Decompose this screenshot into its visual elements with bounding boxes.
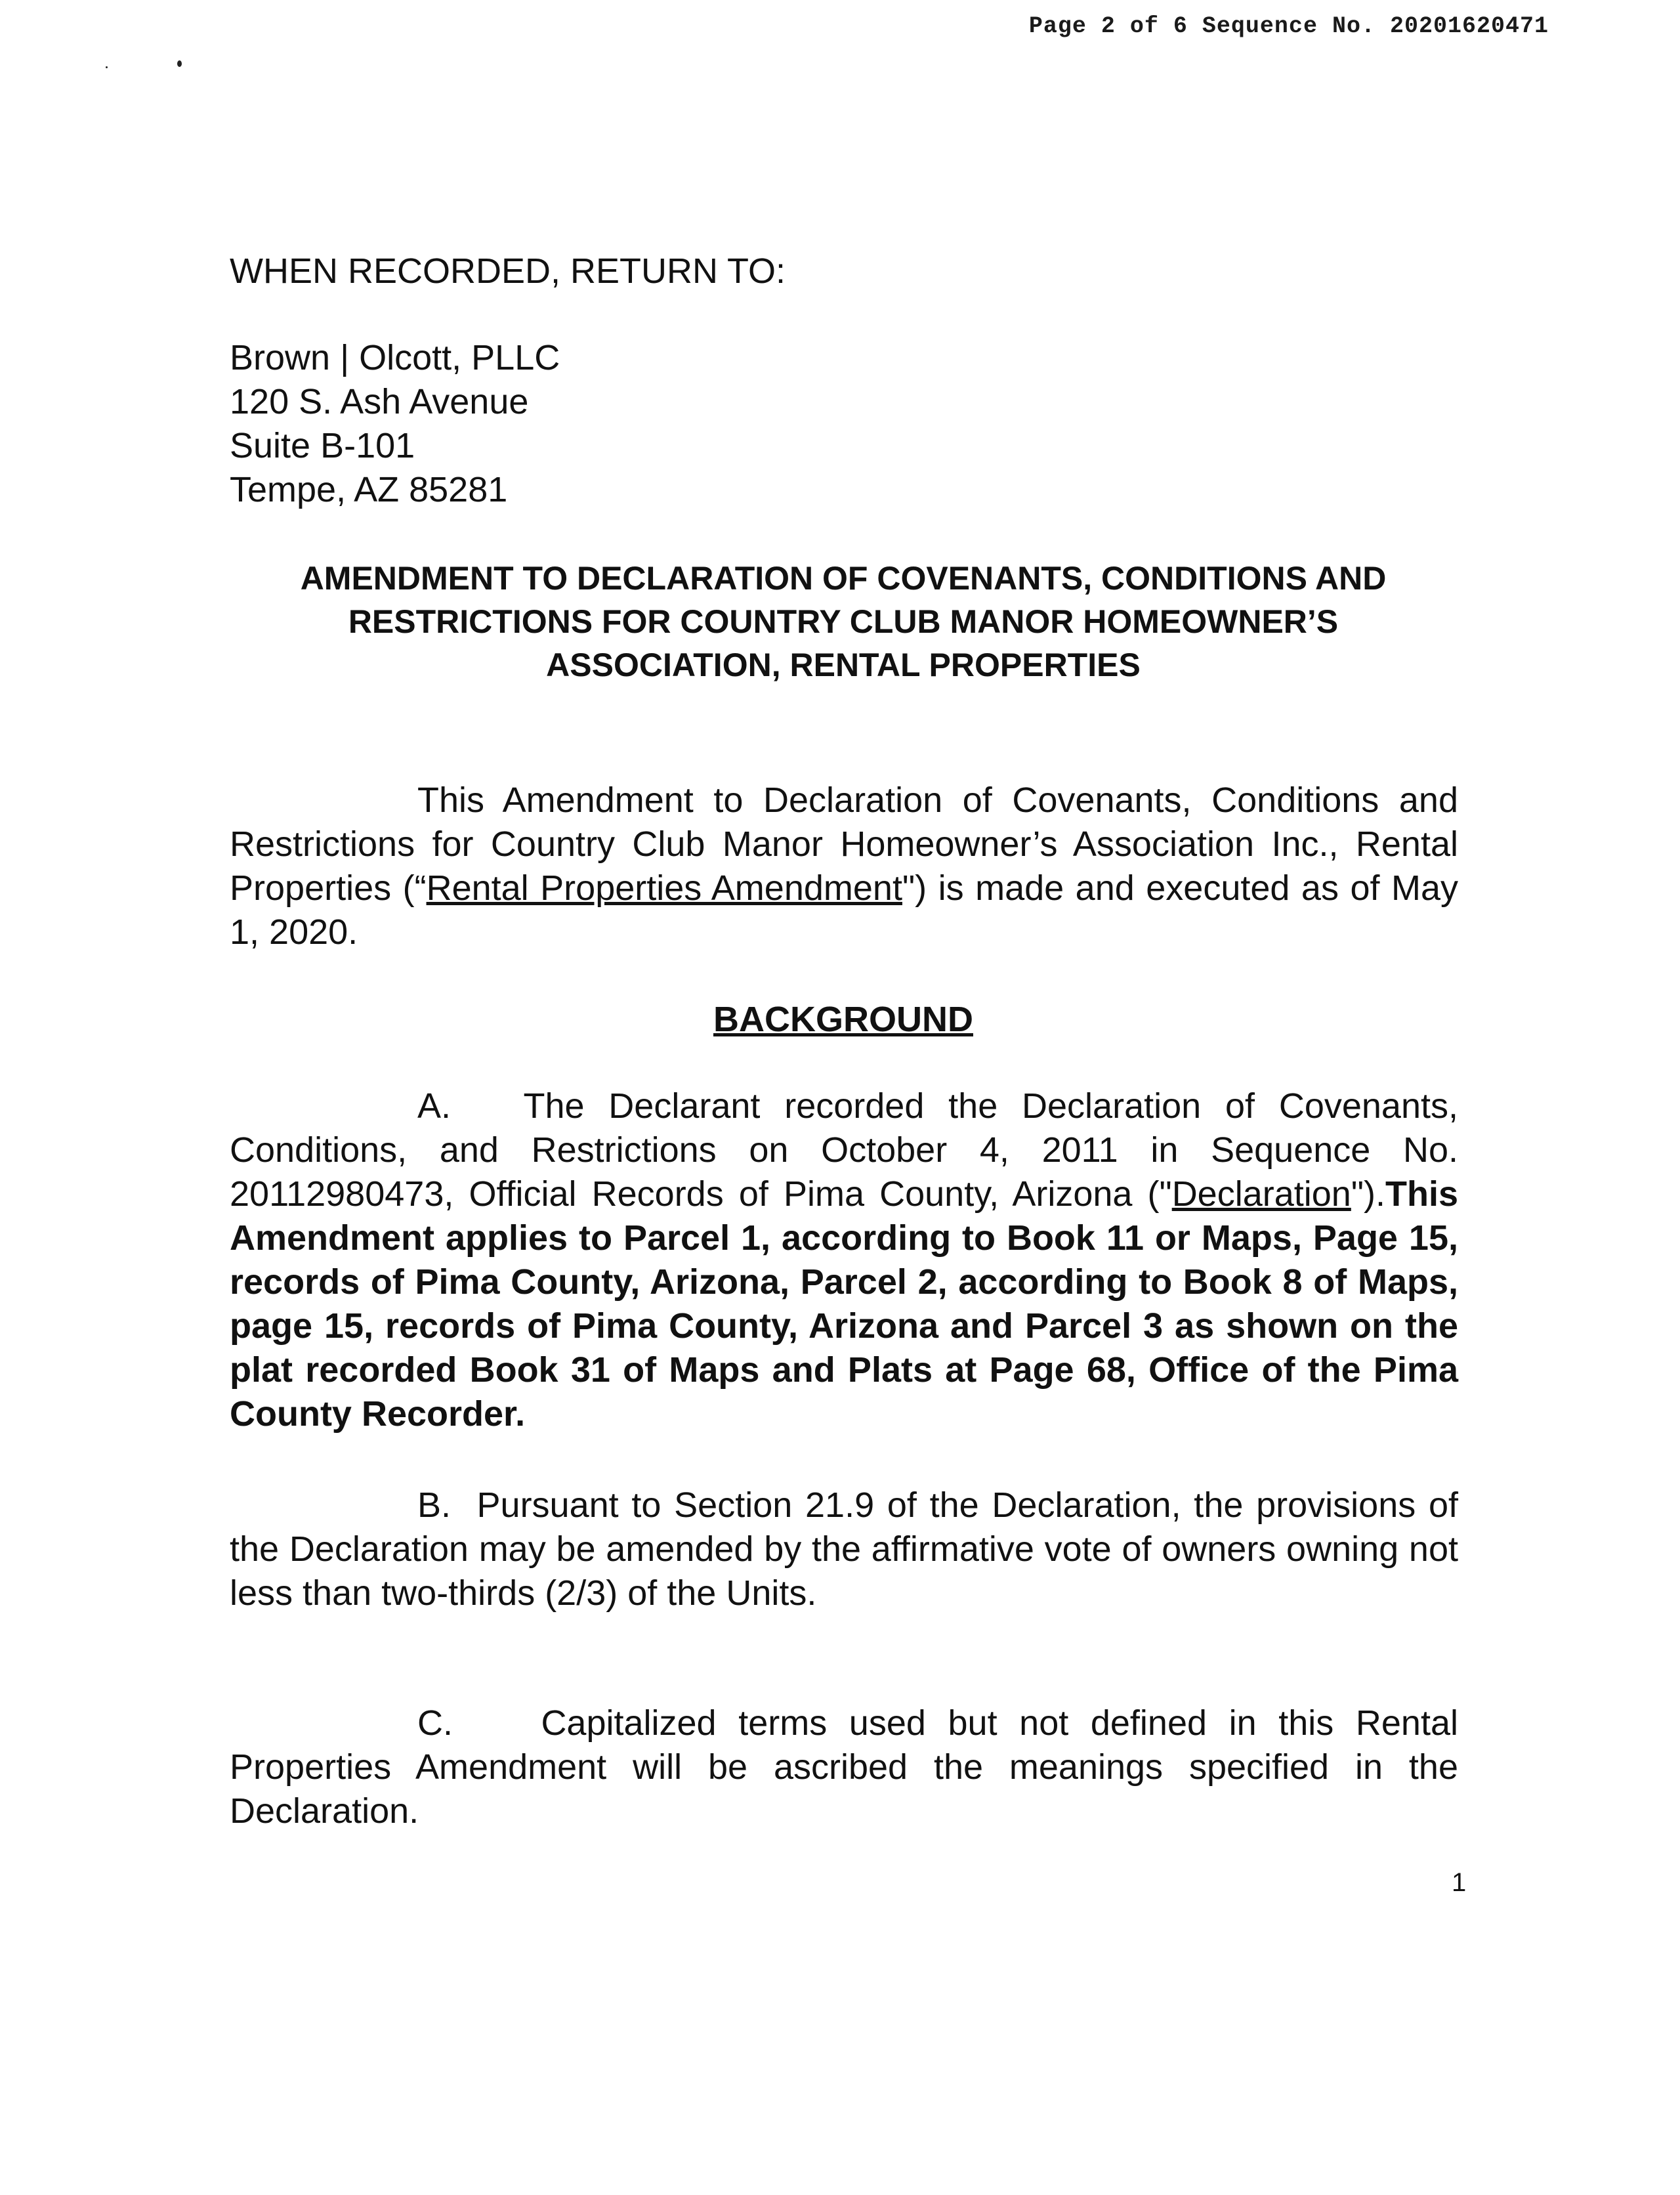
recital-c-text: Capitalized terms used but not defined in this Rental Properties Amendment will be ascribed the meanings specified in the Declaration.	[230, 1703, 1458, 1831]
intro-text: This Amendment to Declaration of Covenants, Conditions and Restrictions for Country Club Manor Homeowner’s Association Inc., Rental Properties (“	[230, 780, 1458, 908]
recital-a-text-end: ").	[1351, 1174, 1385, 1214]
intro-paragraph	[230, 778, 1458, 954]
scan-speck	[106, 66, 108, 68]
recital-a-text: The Declarant recorded the Declaration of Covenants, Conditions, and Restrictions on October 4, 2011 in Sequence No. 20112980473, Official Records of Pima County, Arizona ("	[230, 1086, 1458, 1214]
document-title	[230, 557, 1457, 687]
intro-text-end: ") is made and executed as of May 1, 2020.	[230, 868, 1458, 952]
address-line-3: Suite B-101	[230, 426, 415, 465]
page-number: 1	[1452, 1868, 1467, 1897]
recital-a	[230, 1084, 1458, 1436]
return-address	[230, 336, 1457, 512]
recital-c-label: C.	[417, 1703, 453, 1743]
scan-speck	[177, 60, 182, 67]
recital-a-label: A.	[417, 1086, 452, 1126]
background-heading: BACKGROUND	[713, 1000, 973, 1039]
recital-c	[230, 1701, 1458, 1833]
recital-b	[230, 1483, 1458, 1615]
intro-defined-term: Rental Properties Amendment	[426, 868, 902, 908]
title-line-3: ASSOCIATION, RENTAL PROPERTIES	[546, 647, 1141, 683]
address-line-2: 120 S. Ash Avenue	[230, 382, 529, 421]
recital-a-defined-term: Declaration	[1171, 1174, 1351, 1214]
address-line-1: Brown | Olcott, PLLC	[230, 338, 560, 377]
title-line-1: AMENDMENT TO DECLARATION OF COVENANTS, CONDITIONS AND	[300, 560, 1387, 597]
address-line-4: Tempe, AZ 85281	[230, 470, 508, 509]
return-to-heading: WHEN RECORDED, RETURN TO:	[230, 251, 786, 291]
recital-b-text: Pursuant to Section 21.9 of the Declaration, the provisions of the Declaration may be amended by the affirmative vote of owners owning not less than two-thirds (2/3) of the Units.	[230, 1485, 1458, 1613]
recording-stamp: Page 2 of 6 Sequence No. 20201620471	[1028, 13, 1549, 39]
title-line-2: RESTRICTIONS FOR COUNTRY CLUB MANOR HOMEOWNER’S	[348, 603, 1339, 640]
recital-b-label: B.	[417, 1485, 452, 1525]
recital-a-bold-text: This Amendment applies to Parcel 1, according to Book 11 or Maps, Page 15, records of Pima County, Arizona, Parcel 2, according to Book 8 of Maps, page 15, records of Pima County, Arizona and Parcel 3 as shown on the plat recorded Book 31 of Maps and Plats at Page 68, Office of the Pima County Recorder.	[230, 1174, 1458, 1434]
